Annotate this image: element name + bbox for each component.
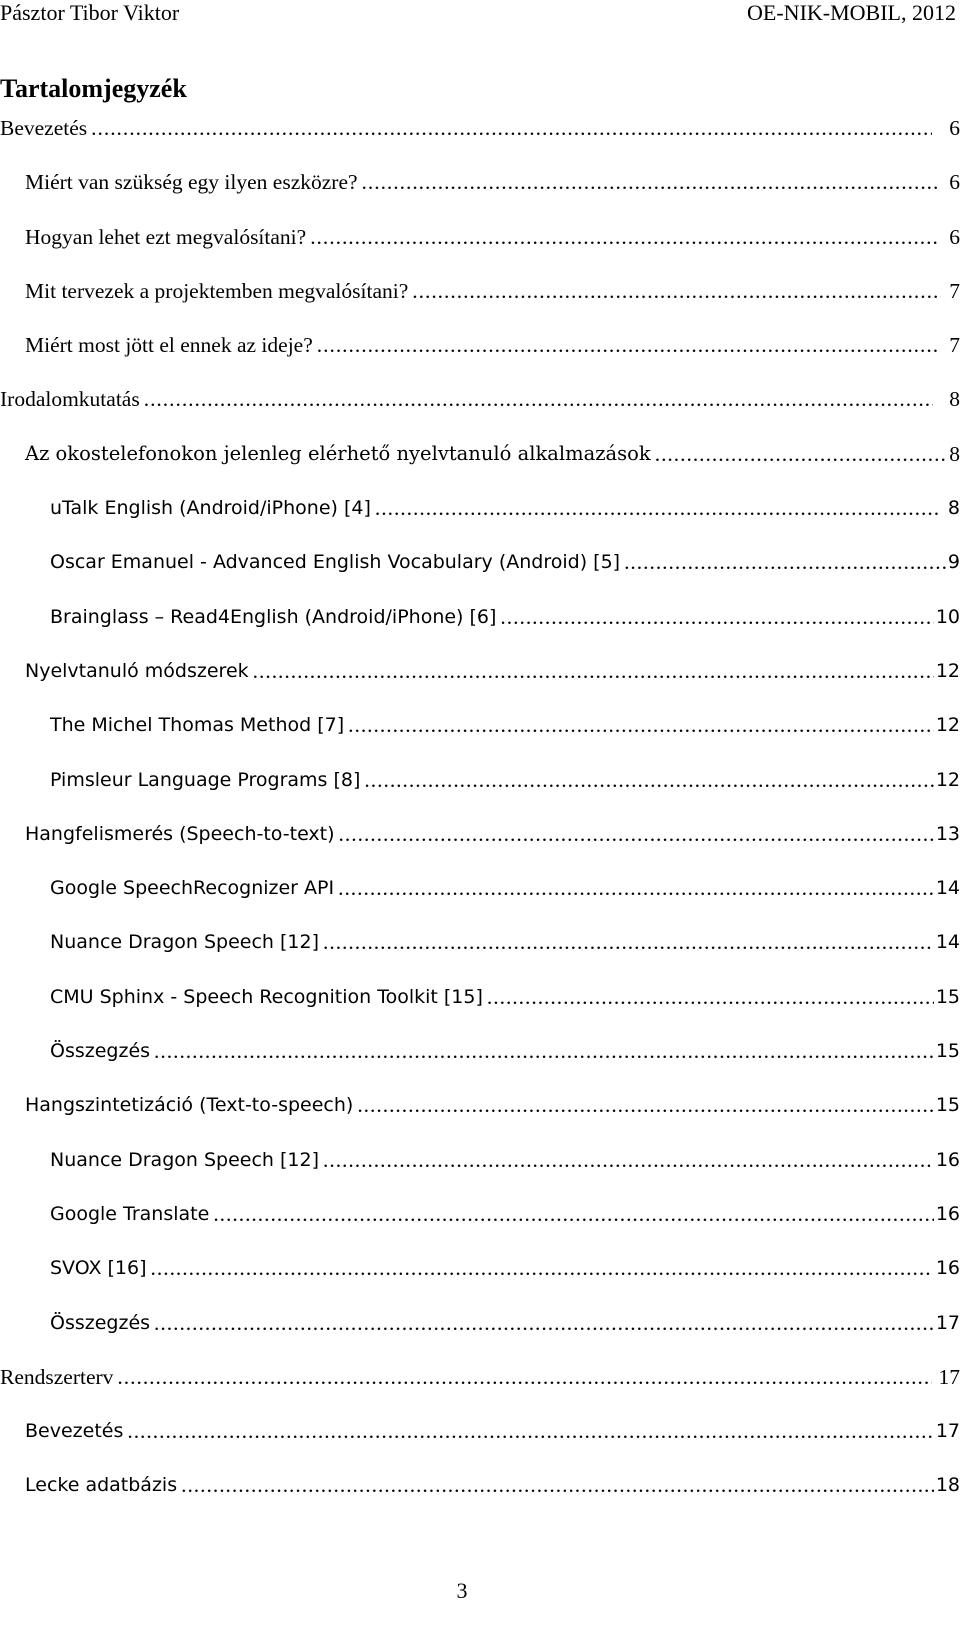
toc-entry-page: 17 (935, 1311, 960, 1334)
toc-entry[interactable] (0, 330, 960, 384)
toc-dot-leader (362, 167, 940, 197)
toc-entry-title: Összegzés (50, 1036, 152, 1066)
toc-entry[interactable] (0, 819, 960, 873)
toc-dot-leader (655, 439, 948, 469)
toc-entry[interactable] (0, 547, 960, 601)
toc-entry[interactable] (0, 602, 960, 656)
toc-entry-title: Pimsleur Language Programs [8] (50, 765, 362, 795)
toc-entry[interactable] (0, 439, 960, 493)
toc-entry-title: Rendszerterv (0, 1362, 115, 1392)
toc-entry-title: Bevezetés (0, 113, 89, 143)
toc-entry-page: 6 (949, 224, 960, 249)
header-author: Pásztor Tibor Viktor (0, 0, 180, 25)
toc-entry-title: Hangszintetizáció (Text-to-speech) (25, 1090, 355, 1120)
page-number: 3 (456, 1578, 468, 1603)
toc-entry-page: 12 (935, 714, 960, 737)
toc-entry-title: Google Translate (50, 1199, 211, 1229)
toc-entry-page: 14 (935, 877, 960, 900)
toc-entry-page: 7 (949, 333, 960, 358)
toc-entry-page: 15 (935, 985, 960, 1008)
toc-entry[interactable] (0, 927, 960, 981)
toc-dot-leader (339, 819, 934, 849)
toc-dot-leader (253, 656, 934, 686)
toc-entry[interactable] (0, 1470, 960, 1524)
toc-entry[interactable] (0, 1253, 960, 1307)
toc-dot-leader (181, 1470, 934, 1500)
toc-entry[interactable] (0, 656, 960, 710)
toc-entry[interactable] (0, 982, 960, 1036)
toc-dot-leader (364, 765, 933, 795)
toc-entry-page: 17 (938, 1364, 960, 1389)
toc-entry-title: Miért most jött el ennek az ideje? (25, 330, 315, 360)
toc-entry[interactable] (0, 765, 960, 819)
toc-entry-title: Bevezetés (25, 1416, 125, 1446)
toc-entry-title: Brainglass – Read4English (Android/iPhone) [6] (50, 602, 498, 632)
toc-entry-title: Összegzés (50, 1308, 152, 1338)
toc-entry[interactable] (0, 710, 960, 764)
toc-dot-leader (412, 276, 941, 306)
toc-entry[interactable] (0, 493, 960, 547)
toc-dot-leader (154, 1036, 934, 1066)
toc-entry-page: 16 (935, 1257, 960, 1280)
toc-entry-title: Nuance Dragon Speech [12] (50, 927, 321, 957)
page-header (0, 0, 960, 30)
toc-entry-title: Miért van szükség egy ilyen eszközre? (25, 167, 360, 197)
toc-entry-page: 16 (935, 1202, 960, 1225)
toc-entry-page: 6 (949, 116, 960, 140)
toc-entry-title: Irodalomkutatás (0, 384, 142, 414)
toc-entry-title: CMU Sphinx - Speech Recognition Toolkit [15] (50, 982, 485, 1012)
toc-entry-page: 7 (949, 278, 960, 303)
toc-dot-leader (154, 1308, 934, 1338)
toc-entry[interactable] (0, 1036, 960, 1090)
toc-entry-page: 9 (947, 551, 960, 574)
toc-entry[interactable] (0, 1090, 960, 1144)
toc-entry[interactable] (0, 1416, 960, 1470)
toc-entry[interactable] (0, 384, 960, 438)
toc-entry-title: Az okostelefonokon jelenleg elérhető nyelvtanuló alkalmazások (25, 439, 653, 469)
toc-entry-title: Mit tervezek a projektemben megvalósítani? (25, 276, 410, 306)
toc-entry-title: Hogyan lehet ezt megvalósítani? (25, 222, 308, 252)
toc-entry-title: Nyelvtanuló módszerek (25, 656, 251, 686)
toc-dot-leader (310, 222, 938, 252)
toc-entry-title: uTalk English (Android/iPhone) [4] (50, 493, 373, 523)
toc-entry[interactable] (0, 276, 960, 330)
toc-dot-leader (375, 493, 940, 523)
toc-entry[interactable] (0, 167, 960, 221)
toc-entry-page: 8 (949, 387, 960, 412)
toc-entry-title: Lecke adatbázis (25, 1470, 179, 1500)
toc-entry[interactable] (0, 1199, 960, 1253)
toc-entry-title: The Michel Thomas Method [7] (50, 710, 346, 740)
header-code: OE-NIK-MOBIL, 2012 (747, 0, 956, 25)
toc-entry-title: Oscar Emanuel - Advanced English Vocabulary (Android) [5] (50, 547, 622, 577)
toc-entry-page: 16 (935, 1148, 960, 1171)
toc-entry-page: 12 (935, 768, 960, 791)
toc-entry-title: Google SpeechRecognizer API (50, 873, 336, 903)
toc-dot-leader (127, 1416, 932, 1446)
toc-dot-leader (357, 1090, 933, 1120)
toc-entry-page: 15 (935, 1040, 960, 1063)
toc-dot-leader (323, 1145, 934, 1175)
toc-entry-page: 17 (935, 1420, 960, 1443)
toc-entry[interactable] (0, 113, 960, 167)
toc-entry-page: 10 (935, 605, 960, 628)
toc-entry[interactable] (0, 222, 960, 276)
toc-dot-leader (338, 873, 934, 903)
toc-entry[interactable] (0, 1362, 960, 1416)
toc-dot-leader (323, 927, 934, 957)
toc-entry-page: 18 (935, 1474, 960, 1497)
toc-dot-leader (348, 710, 934, 740)
toc-entry[interactable] (0, 873, 960, 927)
toc-dot-leader (151, 1253, 934, 1283)
toc-dot-leader (213, 1199, 934, 1229)
toc-dot-leader (91, 113, 932, 143)
toc-entry-title: Nuance Dragon Speech [12] (50, 1145, 321, 1175)
toc-entry-page: 15 (935, 1094, 960, 1117)
toc-entry-page: 6 (949, 170, 960, 195)
toc-entry-page: 14 (935, 931, 960, 954)
toc-dot-leader (624, 547, 946, 577)
toc-entry-page: 8 (949, 441, 960, 466)
toc-dot-leader (487, 982, 934, 1012)
toc-dot-leader (117, 1362, 932, 1392)
toc-entry-title: SVOX [16] (50, 1253, 149, 1283)
toc-entry[interactable] (0, 1308, 960, 1362)
toc-title: Tartalomjegyzék (0, 74, 187, 103)
toc-entry[interactable] (0, 1145, 960, 1199)
toc-entry-page: 8 (947, 497, 960, 520)
toc-entry-page: 12 (935, 659, 960, 682)
toc-dot-leader (144, 384, 934, 414)
toc-entry-title: Hangfelismerés (Speech-to-text) (25, 819, 337, 849)
toc-dot-leader (500, 602, 933, 632)
toc-dot-leader (317, 330, 939, 360)
table-of-contents (0, 113, 960, 1525)
toc-entry-page: 13 (935, 822, 960, 845)
